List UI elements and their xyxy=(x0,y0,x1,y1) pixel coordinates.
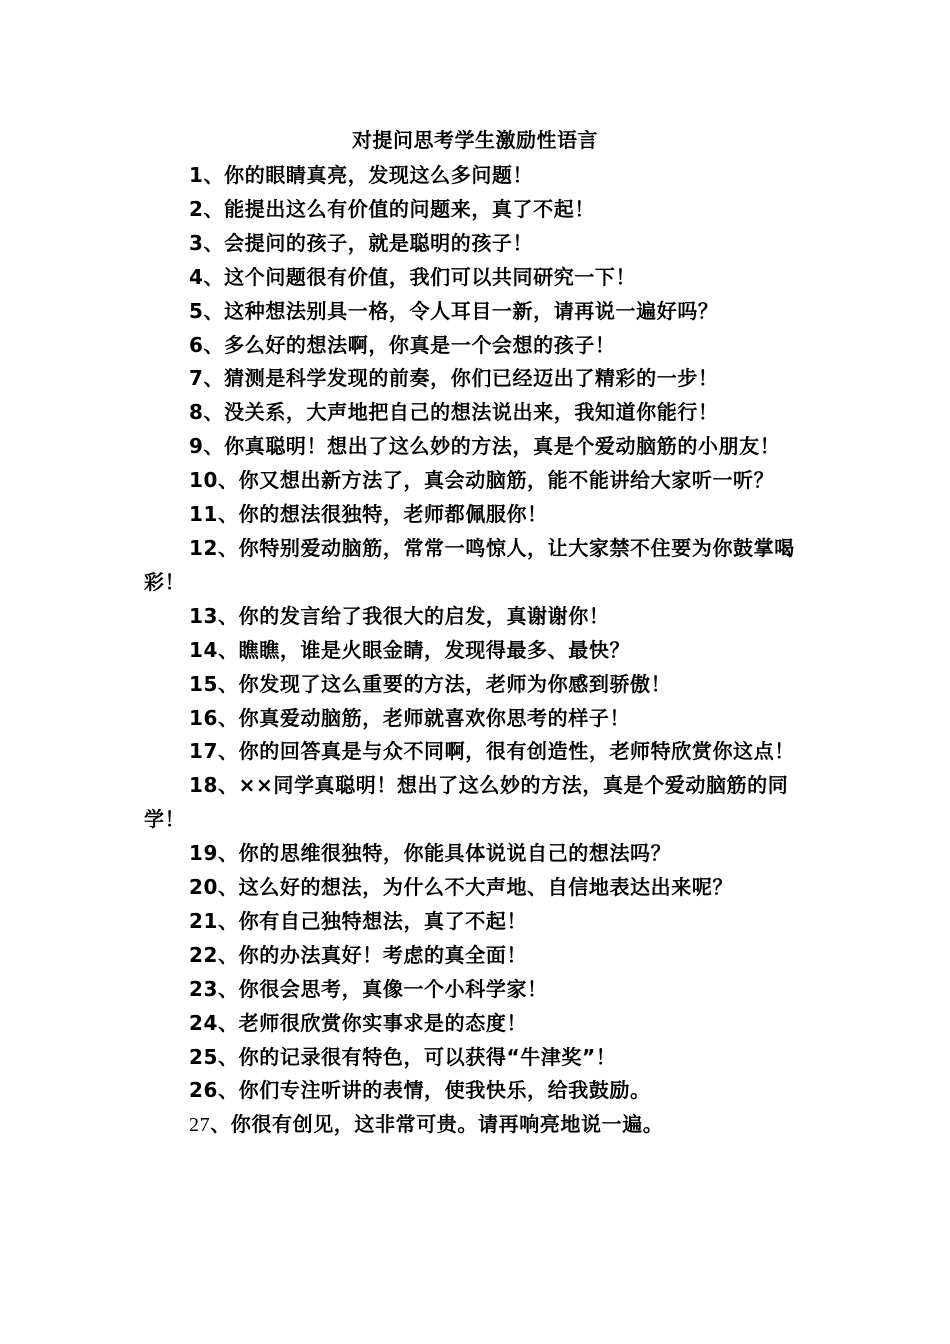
list-item xyxy=(144,1108,824,1143)
list-item xyxy=(144,973,824,1007)
list-item xyxy=(144,396,824,430)
item-number: 4 xyxy=(189,264,204,289)
document-title: 对提问思考学生激励性语言 xyxy=(352,128,598,152)
list-item xyxy=(144,329,824,363)
item-text: 、老师很欣赏你实事求是的态度！ xyxy=(218,1010,528,1035)
item-number: 20 xyxy=(189,875,219,900)
item-number: 9 xyxy=(189,434,204,459)
item-text: 、你又想出新方法了，真会动脑筋，能不能讲给大家听一听？ xyxy=(218,468,775,493)
list-item xyxy=(144,227,824,261)
item-text: 、你的记录很有特色，可以获得“牛津奖”！ xyxy=(218,1044,617,1069)
item-number: 12 xyxy=(189,535,219,560)
item-number: 14 xyxy=(189,637,219,662)
item-text: 、猜测是科学发现的前奏，你们已经迈出了精彩的一步！ xyxy=(203,366,719,391)
list-item xyxy=(144,634,824,668)
list-item xyxy=(144,702,824,736)
list-item xyxy=(144,532,824,600)
item-text: 、没关系，大声地把自己的想法说出来，我知道你能行！ xyxy=(203,400,719,425)
phrase-list xyxy=(144,159,824,1143)
item-number: 19 xyxy=(189,841,219,866)
item-text: 、你特别爱动脑筋，常常一鸣惊人，让大家禁不住要为你鼓掌喝彩！ xyxy=(144,535,795,594)
list-item xyxy=(144,498,824,532)
item-number: 11 xyxy=(189,502,219,527)
item-number: 13 xyxy=(189,603,219,628)
item-text: 、你真聪明！想出了这么妙的方法，真是个爱动脑筋的小朋友！ xyxy=(203,434,781,459)
list-item xyxy=(144,464,824,498)
list-item xyxy=(144,735,824,769)
item-text: 、你的发言给了我很大的启发，真谢谢你！ xyxy=(218,603,610,628)
list-item xyxy=(144,905,824,939)
item-number: 25 xyxy=(189,1044,219,1069)
item-text: 、你有自己独特想法，真了不起！ xyxy=(218,908,528,933)
item-text: 、这种想法别具一格，令人耳目一新，请再说一遍好吗？ xyxy=(203,298,719,323)
item-number: 21 xyxy=(189,908,219,933)
item-text: 、会提问的孩子，就是聪明的孩子！ xyxy=(203,230,534,255)
item-text: 、你的眼睛真亮，发现这么多问题！ xyxy=(203,163,534,187)
item-text: 、能提出这么有价值的问题来，真了不起！ xyxy=(203,196,595,221)
item-text: 、你的办法真好！考虑的真全面！ xyxy=(218,942,528,967)
item-number: 16 xyxy=(189,705,219,730)
list-item xyxy=(144,1041,824,1075)
item-number: 8 xyxy=(189,400,204,425)
item-number: 17 xyxy=(189,739,219,764)
item-number: 18 xyxy=(189,773,219,798)
list-item xyxy=(144,939,824,973)
item-number: 7 xyxy=(189,366,204,391)
list-item xyxy=(144,295,824,329)
item-number: 2 xyxy=(189,196,204,221)
list-item xyxy=(144,430,824,464)
item-text: 、你真爱动脑筋，老师就喜欢你思考的样子！ xyxy=(218,705,631,730)
item-number: 24 xyxy=(189,1010,219,1035)
list-item xyxy=(144,600,824,634)
item-number: 23 xyxy=(189,976,219,1001)
list-item xyxy=(144,871,824,905)
list-item xyxy=(144,159,824,193)
list-item xyxy=(144,668,824,702)
item-text: 、你很有创见，这非常可贵。请再响亮地说一遍。 xyxy=(210,1112,664,1137)
list-item xyxy=(144,193,824,227)
item-number: 22 xyxy=(189,942,219,967)
list-item xyxy=(144,1074,824,1108)
list-item xyxy=(144,837,824,871)
item-text: 、瞧瞧，谁是火眼金睛，发现得最多、最快？ xyxy=(218,637,631,662)
list-item xyxy=(144,261,824,295)
list-item xyxy=(144,362,824,396)
item-text: 、你发现了这么重要的方法，老师为你感到骄傲！ xyxy=(218,671,672,696)
item-number: 6 xyxy=(189,332,204,357)
list-item xyxy=(144,769,824,837)
item-text: 、你的想法很独特，老师都佩服你！ xyxy=(218,502,548,527)
item-text: 、你们专注听讲的表情，使我快乐，给我鼓励。 xyxy=(218,1078,651,1103)
item-text: 、这个问题很有价值，我们可以共同研究一下！ xyxy=(203,264,637,289)
item-number: 26 xyxy=(189,1078,219,1103)
list-item xyxy=(144,1007,824,1041)
item-text: 、你的回答真是与众不同啊，很有创造性，老师特欣赏你这点！ xyxy=(218,739,795,764)
item-text: 、××同学真聪明！想出了这么妙的方法，真是个爱动脑筋的同学！ xyxy=(144,773,789,832)
item-text: 、你很会思考，真像一个小科学家！ xyxy=(218,976,548,1001)
item-number: 3 xyxy=(189,230,204,255)
item-number: 27 xyxy=(189,1114,211,1137)
item-number: 1 xyxy=(189,163,204,187)
item-number: 10 xyxy=(189,468,219,493)
item-text: 、你的思维很独特，你能具体说说自己的想法吗？ xyxy=(218,841,672,866)
item-number: 5 xyxy=(189,298,204,323)
item-text: 、多么好的想法啊，你真是一个会想的孩子！ xyxy=(203,332,616,357)
item-number: 15 xyxy=(189,671,219,696)
item-text: 、这么好的想法，为什么不大声地、自信地表达出来呢？ xyxy=(218,875,734,900)
